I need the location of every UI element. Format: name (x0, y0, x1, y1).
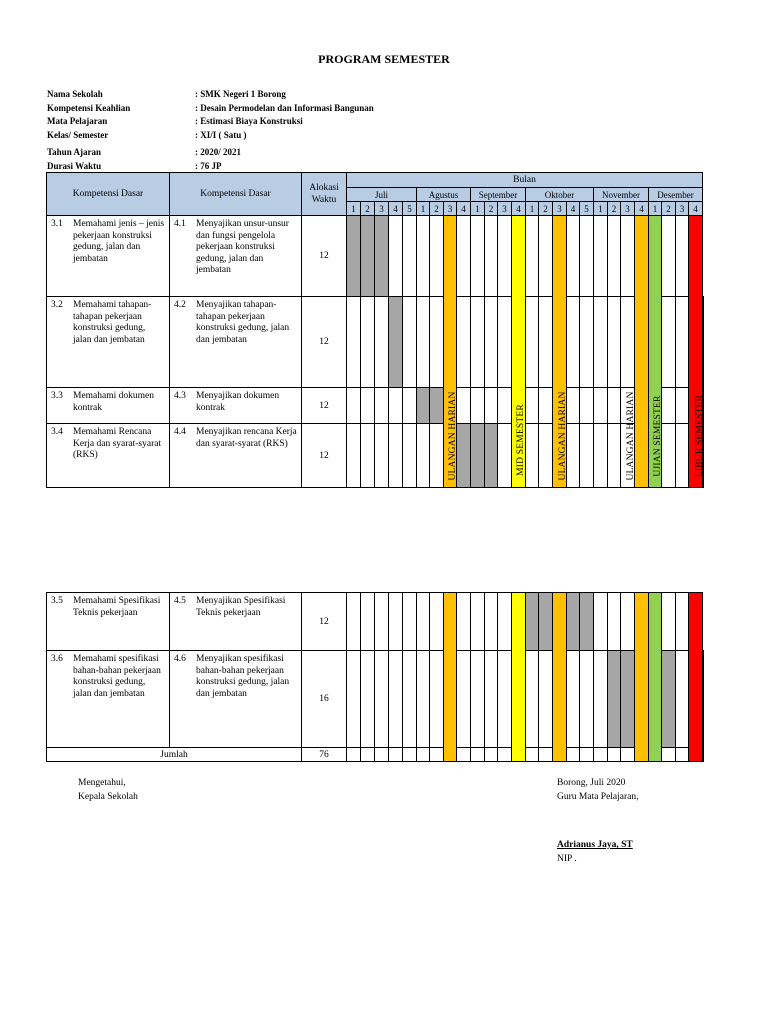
info-row (47, 88, 374, 102)
week-cell: 4 (389, 202, 403, 216)
kd4-cell (170, 593, 302, 651)
info-row (47, 146, 374, 160)
table-row (47, 388, 704, 424)
week-cell: 4 (567, 202, 580, 216)
kd-number: 3.4 (51, 427, 63, 437)
month-november: November (594, 188, 649, 202)
table-row (47, 593, 704, 651)
kd-text: Menyajikan tahapan-tahapan pekerjaan konstruksi gedung, jalan dan jembatan (196, 300, 290, 345)
schedule-table (46, 172, 704, 488)
week-cell: 4 (635, 202, 649, 216)
week-cell: 3 (621, 202, 635, 216)
info-row (47, 102, 374, 116)
alokasi-cell: 12 (302, 388, 347, 424)
kd-text: Menyajikan unsur-unsur dan fungsi pengelola pekerjaan konstruksi gedung, jalan dan jembatan (196, 219, 289, 275)
kd-text: Menyajikan rencana Kerja dan syarat-syarat (RKS) (196, 427, 297, 449)
label-libur-semester: LIBUR SEMESTER (695, 394, 705, 478)
kd3-cell (47, 424, 170, 488)
kd3-cell (47, 216, 170, 297)
info-key: Kelas/ Semester (47, 129, 109, 140)
week-cell: 1 (649, 202, 662, 216)
header-bulan: Bulan (347, 173, 703, 188)
week-cell: 3 (676, 202, 689, 216)
week-cell: 3 (444, 202, 457, 216)
month-desember: Desember (649, 188, 703, 202)
label-ulangan-harian: ULANGAN HARIAN (558, 391, 568, 481)
info-row (47, 160, 374, 174)
info-block (47, 88, 374, 173)
week-cell: 1 (347, 202, 361, 216)
week-cell: 4 (512, 202, 526, 216)
info-key: Tahun Ajaran (47, 147, 101, 157)
kd4-cell (170, 424, 302, 488)
kd3-cell (47, 297, 170, 388)
mengetahui-text: Mengetahui, (78, 778, 126, 788)
info-key: Mata Pelajaran (47, 116, 108, 126)
kd-text: Memahami Spesifikasi Teknis pekerjaan (73, 596, 161, 618)
info-row (47, 115, 374, 129)
week-cell: 3 (498, 202, 512, 216)
kd-number: 4.4 (174, 427, 186, 437)
info-value: : 2020/ 2021 (195, 147, 241, 157)
kd-number: 3.6 (51, 654, 63, 664)
week-cell: 3 (553, 202, 567, 216)
month-oktober: Oktober (526, 188, 594, 202)
kd-text: Menyajikan dokumen kontrak (196, 391, 280, 413)
kd-number: 3.1 (51, 219, 63, 229)
info-value: : SMK Negeri 1 Borong (195, 89, 286, 99)
nip-label: NIP . (557, 854, 577, 864)
month-juli: Juli (347, 188, 417, 202)
week-cell: 1 (417, 202, 430, 216)
week-cell: 5 (580, 202, 594, 216)
info-key: Durasi Waktu (47, 160, 102, 171)
week-cell: 2 (430, 202, 444, 216)
table-row (47, 216, 704, 297)
table-row (47, 424, 704, 488)
week-cell: 2 (662, 202, 676, 216)
total-row (47, 748, 704, 762)
kd4-cell (170, 651, 302, 748)
week-cell: 5 (403, 202, 417, 216)
kd-number: 4.3 (174, 391, 186, 401)
alokasi-cell: 12 (302, 593, 347, 651)
week-cell: 2 (361, 202, 375, 216)
guru-label: Guru Mata Pelajaran, (557, 792, 639, 802)
week-cell: 3 (375, 202, 389, 216)
week-cell: 1 (526, 202, 539, 216)
label-mid-semester: MID SEMESTER (516, 404, 526, 476)
week-cell: 1 (471, 202, 485, 216)
header-kd4: Kompetensi Dasar (170, 173, 302, 216)
label-ulangan-harian: ULANGAN HARIAN (626, 391, 636, 481)
kd-text: Memahami jenis – jenis pekerjaan konstruksi gedung, jalan dan jembatan (73, 219, 165, 264)
week-cell: 4 (689, 202, 703, 216)
alokasi-cell: 16 (302, 651, 347, 748)
info-key: Kompetensi Keahlian (47, 102, 131, 113)
teacher-name: Adrianus Jaya, ST (557, 840, 633, 850)
month-agustus: Agustus (417, 188, 471, 202)
page-title: PROGRAM SEMESTER (318, 52, 450, 66)
table-row (47, 297, 704, 388)
info-key: Nama Sekolah (47, 89, 103, 99)
kd3-cell (47, 593, 170, 651)
week-cell: 2 (539, 202, 553, 216)
kd-number: 3.3 (51, 391, 63, 401)
info-value: : Estimasi Biaya Konstruksi (195, 116, 303, 126)
signature-left (78, 776, 138, 804)
kd4-cell (170, 216, 302, 297)
month-september: September (471, 188, 526, 202)
kd3-cell (47, 388, 170, 424)
kd-text: Memahami tahapan-tahapan pekerjaan konstruksi gedung, jalan dan jembatan (73, 300, 152, 345)
kd3-cell (47, 651, 170, 748)
kd-text: Memahami Rencana Kerja dan syarat-syarat (RKS) (73, 427, 162, 460)
label-ulangan-harian: ULANGAN HARIAN (448, 391, 458, 481)
label-ujian-semester: UJIAN SEMESTER (653, 395, 663, 477)
info-value: : 76 JP (195, 160, 222, 171)
kd-text: Menyajikan spesifikasi bahan-bahan pekerjaan konstruksi gedung, jalan dan jembatan (196, 654, 290, 699)
schedule-table-continued (46, 592, 704, 762)
place-date: Borong, Juli 2020 (557, 778, 626, 788)
header-alokasi: Alokasi Waktu (302, 173, 347, 216)
info-value: : XI/I ( Satu ) (195, 129, 247, 140)
table-row (47, 651, 704, 748)
kepala-sekolah-text: Kepala Sekolah (78, 792, 138, 802)
kd-number: 4.5 (174, 596, 186, 606)
info-value: : Desain Permodelan dan Informasi Bangunan (195, 102, 374, 113)
kd-text: Memahami spesifikasi bahan-bahan pekerjaan konstruksi gedung, jalan dan jembatan (73, 654, 161, 699)
kd-number: 4.1 (174, 219, 186, 229)
kd-number: 4.2 (174, 300, 186, 310)
kd-number: 4.6 (174, 654, 186, 664)
alokasi-cell: 12 (302, 216, 347, 297)
jumlah-value: 76 (302, 748, 347, 762)
jumlah-label: Jumlah (47, 748, 302, 762)
info-row (47, 129, 374, 143)
kd-text: Memahami dokumen kontrak (73, 391, 154, 413)
week-cell: 4 (457, 202, 471, 216)
signature-right (557, 776, 639, 866)
kd-number: 3.5 (51, 596, 63, 606)
kd-text: Menyajikan Spesifikasi Teknis pekerjaan (196, 596, 286, 618)
alokasi-cell: 12 (302, 297, 347, 388)
kd-number: 3.2 (51, 300, 63, 310)
week-cell: 2 (608, 202, 621, 216)
alokasi-cell: 12 (302, 424, 347, 488)
week-cell: 2 (485, 202, 498, 216)
header-kd3: Kompetensi Dasar (47, 173, 170, 216)
kd4-cell (170, 388, 302, 424)
kd4-cell (170, 297, 302, 388)
week-cell: 1 (594, 202, 608, 216)
